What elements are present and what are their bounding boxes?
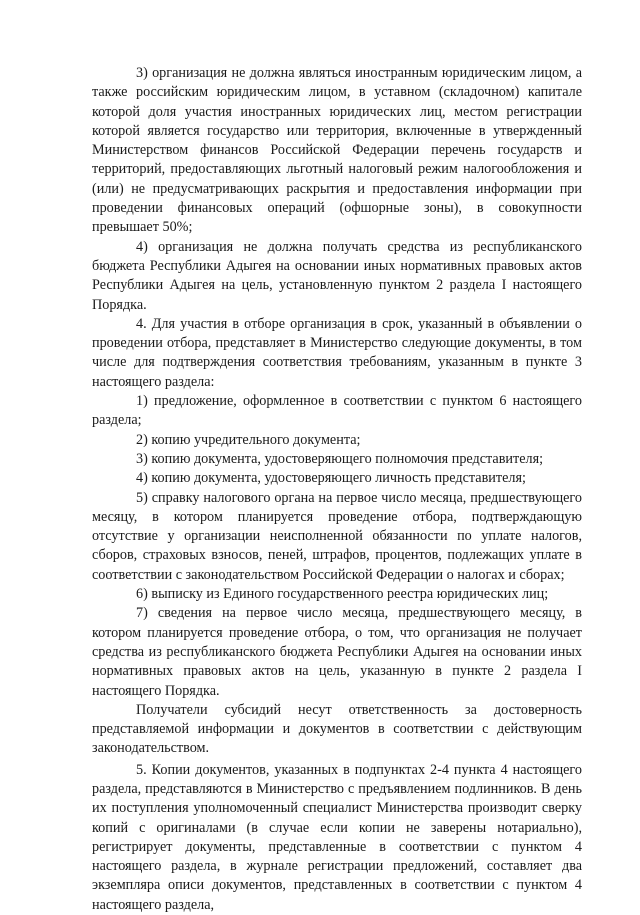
paragraph-item-5: 5. Копии документов, указанных в подпунктах 2-4 пункта 4 настоящего раздела, представляются в Министерство с предъявлением подлинников. В день их поступления уполномоченный специалист Министерства производит сверку копий с оригиналами (в случае если копии не заверены нотариально), регистрирует документы, представленные в соответствии с пунктом 4 настоящего раздела, в журнале регистрации предложений, составляет два экземпляра описи документов, представленных в соответствии с пунктом 4 настоящего раздела, (92, 761, 582, 913)
list-item-3: 3) копию документа, удостоверяющего полномочия представителя; (136, 450, 544, 467)
list-item-2: 2) копию учредительного документа; (136, 431, 361, 448)
list-item-4: 4) копию документа, удостоверяющего личность представителя; (136, 470, 526, 487)
document-text (92, 64, 582, 915)
paragraph-subitem-4: 4) организация не должна получать средства из республиканского бюджета Республики Адыгея на основании иных нормативных правовых актов Республики Адыгея на цель, установленную пунктом 2 раздела I настоящего Порядка. (92, 238, 582, 313)
list-item-1: 1) предложение, оформленное в соответствии с пунктом 6 настоящего раздела; (92, 393, 582, 429)
paragraph-responsibility: Получатели субсидий несут ответственность за достоверность представляемой информации и документов в соответствии с действующим законодательством. (92, 701, 582, 757)
paragraph-subitem-3: 3) организация не должна являться иностранным юридическим лицом, а также российским юридическим лицом, в уставном (складочном) капитале которой доля участия иностранных юридических лиц, местом регистрации которой является государство или территория, включенные в утвержденный Министерством финансов Российской Федерации перечень государств и территорий, предоставляющих льготный налоговый режим налогообложения и (или) не предусматривающих раскрытия и предоставления информации при проведении финансовых операций (офшорные зоны), в совокупности превышает 50%; (92, 65, 582, 236)
list-item-7: 7) сведения на первое число месяца, предшествующего месяцу, в котором планируется проведение отбора, о том, что организация не получает средства из республиканского бюджета Республики Адыгея на основании иных нормативных правовых актов на цель, указанную в пункте 2 раздела I настоящего Порядка. (92, 605, 582, 699)
list-item-6: 6) выписку из Единого государственного реестра юридических лиц; (136, 586, 549, 603)
paragraph-item-4: 4. Для участия в отборе организация в срок, указанный в объявлении о проведении отбора, представляет в Министерство следующие документы, в том числе для подтверждения соответствия требованиям, указанным в пункте 3 настоящего раздела: (92, 315, 582, 390)
list-item-5: 5) справку налогового органа на первое число месяца, предшествующего месяцу, в котором планируется проведение отбора, подтверждающую отсутствие у организации неисполненной обязанности по уплате налогов, сборов, страховых взносов, пеней, штрафов, процентов, подлежащих уплате в соответствии с законодательством Российской Федерации о налогах и сборах; (92, 489, 582, 583)
